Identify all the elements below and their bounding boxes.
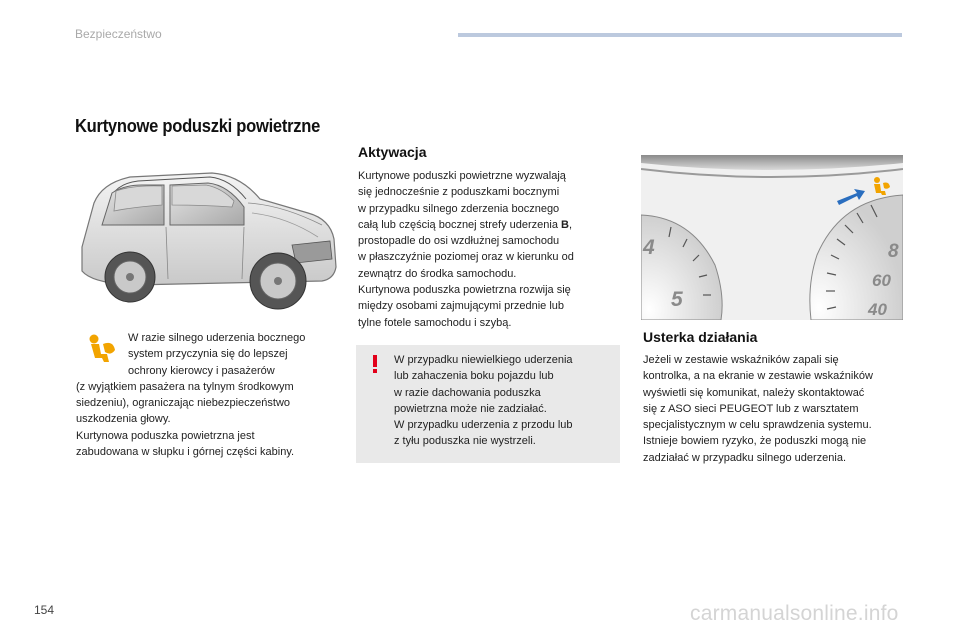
suv-airbag-illustration xyxy=(72,155,342,315)
malfunction-line: specjalistycznym w celu sprawdzenia systemu. xyxy=(643,419,872,432)
malfunction-line: wyświetli się komunikat, należy skontaktować xyxy=(643,386,865,399)
malfunction-line: się z ASO sieci PEUGEOT lub z warsztatem xyxy=(643,402,859,415)
malfunction-line: zadziałać w przypadku silnego uderzenia. xyxy=(643,451,847,464)
malfunction-text xyxy=(643,352,908,466)
activation-line: się jednocześnie z poduszkami bocznymi xyxy=(358,186,560,199)
warning-line: lub zahaczenia boku pojazdu lub xyxy=(394,370,554,383)
note-line: system przyczynia się do lepszej xyxy=(128,348,288,361)
note-line: siedzeniu), ograniczając niebezpieczeństwo xyxy=(76,397,291,410)
warning-line: powietrzna może nie zadziałać. xyxy=(394,402,547,415)
activation-line: zewnątrz do środka samochodu. xyxy=(358,267,517,280)
malfunction-line: Jeżeli w zestawie wskaźników zapali się xyxy=(643,354,839,366)
note-line: W razie silnego uderzenia bocznego xyxy=(128,332,306,344)
warning-line: z tyłu poduszka nie wystrzeli. xyxy=(394,435,536,448)
warning-line: W przypadku uderzenia z przodu lub xyxy=(394,419,573,432)
warning-line: W przypadku niewielkiego uderzenia xyxy=(394,354,573,366)
gauge-label: 5 xyxy=(671,288,683,311)
gauge-label: 8 xyxy=(888,241,899,262)
activation-line: całą lub częścią bocznej strefy uderzenia B, xyxy=(358,218,573,231)
page-title: Kurtynowe poduszki powietrzne xyxy=(75,116,321,136)
watermark: carmanualsonline.info xyxy=(690,602,899,625)
activation-line: w przypadku silnego zderzenia bocznego xyxy=(358,202,560,215)
exclamation-icon xyxy=(368,354,382,374)
activation-heading: Aktywacja xyxy=(358,144,427,160)
page-section-header: Bezpieczeństwo xyxy=(75,27,162,41)
activation-text xyxy=(358,168,623,331)
note-line: Kurtynowa poduszka powietrzna jest xyxy=(76,429,255,442)
airbag-note-text xyxy=(76,330,336,460)
activation-line: między osobami zajmującymi przednie lub xyxy=(358,300,565,313)
warning-text xyxy=(394,352,614,450)
activation-line: Kurtynowe poduszki powietrzne wyzwalają xyxy=(358,170,566,182)
malfunction-line: kontrolka, a na ekranie w zestawie wskaźników xyxy=(643,370,873,383)
gauge-label: 4 xyxy=(643,236,655,259)
warning-line: w razie dachowania poduszka xyxy=(394,386,541,399)
note-line: uszkodzenia głowy. xyxy=(76,413,171,426)
malfunction-heading: Usterka działania xyxy=(643,329,758,345)
note-line: ochrony kierowcy i pasażerów xyxy=(128,364,275,377)
warning-box xyxy=(356,345,620,463)
malfunction-line: Istnieje bowiem ryzyko, że poduszki mogą nie xyxy=(643,435,867,448)
activation-line: prostopadle do osi wzdłużnej samochodu xyxy=(358,235,560,248)
gauge-label: 60 xyxy=(872,271,891,290)
page-number: 154 xyxy=(34,603,55,617)
activation-line: tylne fotele samochodu i szybą. xyxy=(358,316,512,329)
header-divider-bar xyxy=(458,33,902,37)
activation-line: Kurtynowa poduszka powietrzna rozwija się xyxy=(358,284,571,297)
gauge-label: 40 xyxy=(868,300,887,319)
activation-line: w płaszczyźnie poziomej oraz w kierunku od xyxy=(358,251,574,264)
note-line: (z wyjątkiem pasażera na tylnym środkowym xyxy=(76,380,294,393)
note-line: zabudowana w słupku i górnej części kabiny. xyxy=(76,446,295,459)
impact-zone-letter: B xyxy=(561,218,569,231)
